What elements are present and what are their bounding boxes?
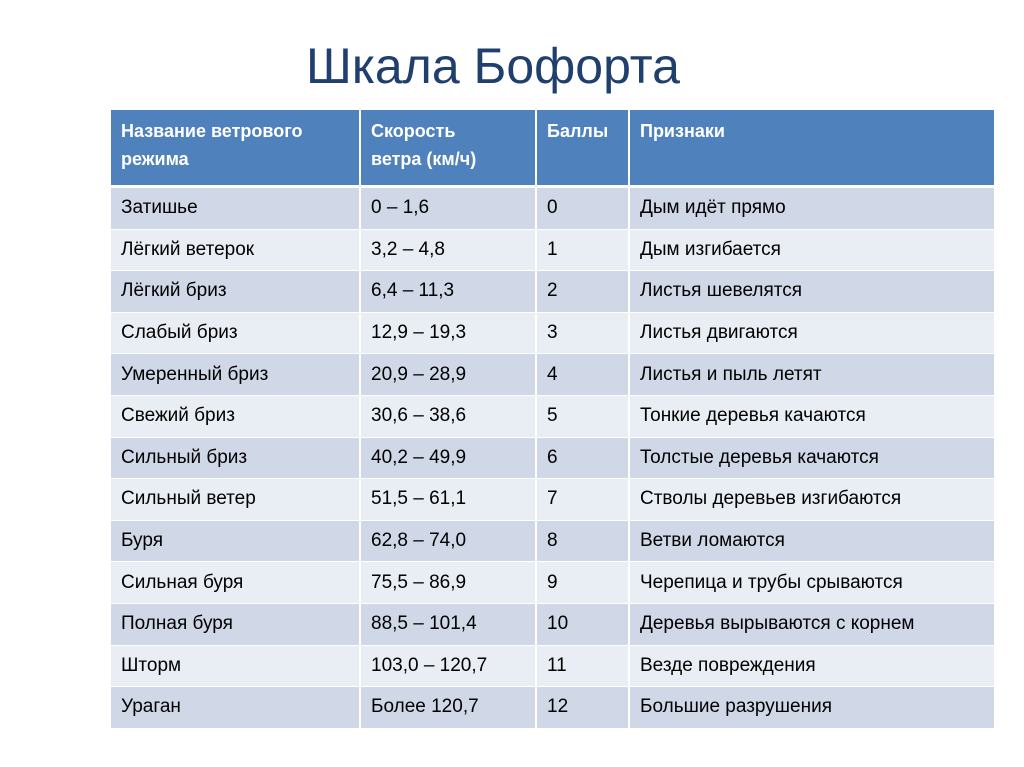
cell-wind-speed: Более 120,7: [361, 687, 537, 729]
cell-wind-speed: 0 – 1,6: [361, 188, 537, 230]
cell-signs: Тонкие деревья качаются: [630, 396, 994, 438]
table-row: [111, 230, 994, 272]
cell-signs: Деревья вырываются с корнем: [630, 604, 994, 646]
cell-wind-speed: 88,5 – 101,4: [361, 604, 537, 646]
table-row: [111, 521, 994, 563]
cell-signs: Дым изгибается: [630, 230, 994, 272]
table-row: [111, 646, 994, 688]
cell-wind-speed: 3,2 – 4,8: [361, 230, 537, 272]
cell-points: 12: [537, 687, 630, 729]
cell-wind-speed: 20,9 – 28,9: [361, 354, 537, 396]
cell-wind-speed: 30,6 – 38,6: [361, 396, 537, 438]
cell-points: 1: [537, 230, 630, 272]
cell-signs: Листья двигаются: [630, 313, 994, 355]
cell-signs: Дым идёт прямо: [630, 188, 994, 230]
cell-wind-regime: Затишье: [111, 188, 361, 230]
cell-wind-speed: 6,4 – 11,3: [361, 271, 537, 313]
table-header-row: [111, 110, 994, 188]
cell-wind-regime: Сильная буря: [111, 562, 361, 604]
header-wind-speed: Скорость ветра (км/ч): [361, 110, 537, 188]
table-row: [111, 604, 994, 646]
cell-signs: Стволы деревьев изгибаются: [630, 479, 994, 521]
cell-points: 3: [537, 313, 630, 355]
table-row: [111, 687, 994, 729]
cell-wind-regime: Свежий бриз: [111, 396, 361, 438]
table-row: [111, 438, 994, 480]
cell-signs: Ветви ломаются: [630, 521, 994, 563]
cell-wind-regime: Слабый бриз: [111, 313, 361, 355]
cell-wind-regime: Ураган: [111, 687, 361, 729]
cell-points: 7: [537, 479, 630, 521]
cell-points: 5: [537, 396, 630, 438]
cell-wind-speed: 75,5 – 86,9: [361, 562, 537, 604]
cell-points: 10: [537, 604, 630, 646]
header-wind-regime: Название ветрового режима: [111, 110, 361, 188]
cell-signs: Листья и пыль летят: [630, 354, 994, 396]
cell-points: 8: [537, 521, 630, 563]
cell-points: 11: [537, 646, 630, 688]
cell-wind-speed: 62,8 – 74,0: [361, 521, 537, 563]
cell-wind-speed: 51,5 – 61,1: [361, 479, 537, 521]
table-body: [111, 188, 994, 729]
slide-title: Шкала Бофорта: [306, 38, 680, 94]
cell-signs: Черепица и трубы срываются: [630, 562, 994, 604]
cell-points: 2: [537, 271, 630, 313]
cell-points: 0: [537, 188, 630, 230]
cell-signs: Толстые деревья качаются: [630, 438, 994, 480]
cell-wind-regime: Сильный ветер: [111, 479, 361, 521]
cell-wind-regime: Лёгкий ветерок: [111, 230, 361, 272]
cell-points: 9: [537, 562, 630, 604]
cell-points: 4: [537, 354, 630, 396]
beaufort-table: [111, 110, 994, 729]
table-row: [111, 354, 994, 396]
cell-wind-speed: 103,0 – 120,7: [361, 646, 537, 688]
cell-points: 6: [537, 438, 630, 480]
cell-wind-speed: 12,9 – 19,3: [361, 313, 537, 355]
cell-signs: Большие разрушения: [630, 687, 994, 729]
table-row: [111, 188, 994, 230]
header-points: Баллы: [537, 110, 630, 188]
cell-wind-regime: Умеренный бриз: [111, 354, 361, 396]
table-row: [111, 562, 994, 604]
cell-signs: Везде повреждения: [630, 646, 994, 688]
cell-wind-speed: 40,2 – 49,9: [361, 438, 537, 480]
table-row: [111, 396, 994, 438]
cell-wind-regime: Сильный бриз: [111, 438, 361, 480]
cell-wind-regime: Буря: [111, 521, 361, 563]
cell-wind-regime: Лёгкий бриз: [111, 271, 361, 313]
cell-wind-regime: Полная буря: [111, 604, 361, 646]
cell-signs: Листья шевелятся: [630, 271, 994, 313]
cell-wind-regime: Шторм: [111, 646, 361, 688]
header-signs: Признаки: [630, 110, 994, 188]
table-row: [111, 479, 994, 521]
table-row: [111, 313, 994, 355]
table-row: [111, 271, 994, 313]
